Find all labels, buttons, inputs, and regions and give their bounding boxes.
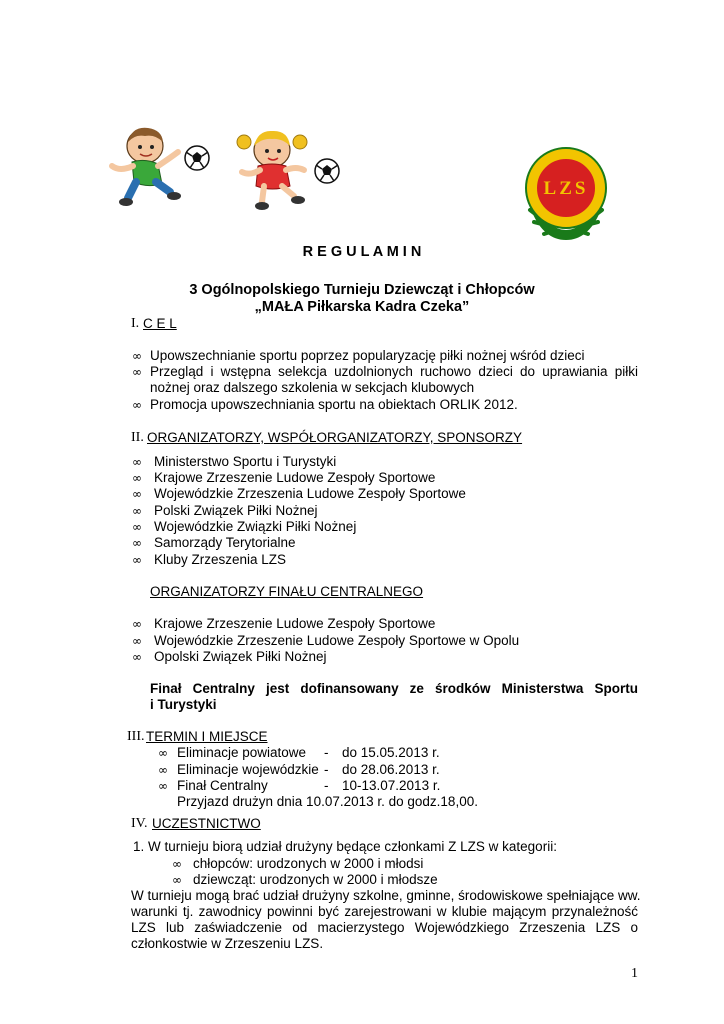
list-item: Promocja upowszechniania sportu na obiektach ORLIK 2012. xyxy=(150,397,518,412)
schedule-label: Finał Centralny xyxy=(177,778,268,793)
schedule-date: 10-13.07.2013 r. xyxy=(342,778,441,793)
bullet-icon: ∞ xyxy=(132,455,142,469)
lzs-logo-text: LZS xyxy=(543,178,589,199)
document-title: R E G U L A M I N xyxy=(302,244,422,260)
bullet-icon: ∞ xyxy=(158,779,168,793)
bullet-icon: ∞ xyxy=(132,365,142,379)
boy-figure xyxy=(112,128,181,206)
document-subtitle-name: „MAŁA Piłkarska Kadra Czeka” xyxy=(254,299,470,315)
funding-note-continuation: i Turystyki xyxy=(150,697,217,712)
bullet-icon: ∞ xyxy=(132,504,142,518)
girl-figure xyxy=(237,131,307,210)
list-item: Przegląd i wstępna selekcja uzdolnionych ruchowo dzieci do uprawiania piłki xyxy=(150,364,638,379)
page-number: 1 xyxy=(631,966,638,981)
section-heading-term: TERMIN I MIEJSCE xyxy=(146,729,268,744)
category-item: dziewcząt: urodzonych w 2000 i młodsze xyxy=(193,872,438,887)
schedule-date: do 15.05.2013 r. xyxy=(342,745,440,760)
funding-note: Finał Centralny jest dofinansowany ze środków Ministerstwa Sportu xyxy=(150,681,638,696)
participation-paragraph: warunki tj. zawodnicy powinni być zarejestrowani w klubie mającym przynależność xyxy=(131,904,638,919)
participation-point: 1. W turnieju biorą udział drużyny będące członkami Z LZS w kategorii: xyxy=(133,839,557,854)
section-number: I. xyxy=(131,316,140,331)
list-item: Krajowe Zrzeszenie Ludowe Zespoły Sportowe xyxy=(154,616,436,631)
bullet-icon: ∞ xyxy=(132,398,142,412)
schedule-label: Eliminacje wojewódzkie xyxy=(177,762,319,777)
arrival-note: Przyjazd drużyn dnia 10.07.2013 r. do godz.18,00. xyxy=(177,794,478,809)
final-organizers-heading: ORGANIZATORZY FINAŁU CENTRALNEGO xyxy=(150,584,424,599)
bullet-icon: ∞ xyxy=(132,536,142,550)
list-item: Wojewódzkie Zrzeszenie Ludowe Zespoły Sportowe w Opolu xyxy=(154,633,520,648)
list-item: Wojewódzkie Zrzeszenia Ludowe Zespoły Sportowe xyxy=(154,486,466,501)
bullet-icon: ∞ xyxy=(132,650,142,664)
football-icon xyxy=(185,146,209,170)
bullet-icon: ∞ xyxy=(158,746,168,760)
section-number: II. xyxy=(131,430,144,445)
lzs-logo xyxy=(514,142,618,242)
participation-paragraph: LZS lub zaświadczenie od macierzystego Wojewódzkiego Zrzeszenia LZS o xyxy=(131,920,638,935)
list-item-continuation: nożnej oraz dalszego szkolenia w sekcjach klubowych xyxy=(150,380,475,395)
category-item: chłopców: urodzonych w 2000 i młodsi xyxy=(193,856,424,871)
schedule-separator: - xyxy=(324,745,329,760)
list-item: Kluby Zrzeszenia LZS xyxy=(154,552,287,567)
schedule-label: Eliminacje powiatowe xyxy=(177,745,307,760)
list-item: Opolski Związek Piłki Nożnej xyxy=(154,649,327,664)
schedule-date: do 28.06.2013 r. xyxy=(342,762,440,777)
list-item: Ministerstwo Sportu i Turystyki xyxy=(154,454,337,469)
list-item: Krajowe Zrzeszenie Ludowe Zespoły Sportowe xyxy=(154,470,436,485)
schedule-separator: - xyxy=(324,762,329,777)
bullet-icon: ∞ xyxy=(132,634,142,648)
bullet-icon: ∞ xyxy=(132,617,142,631)
schedule-separator: - xyxy=(324,778,329,793)
section-heading-organizers: ORGANIZATORZY, WSPÓŁORGANIZATORZY, SPONSORZY xyxy=(147,430,523,445)
participation-paragraph: W turnieju mogą brać udział drużyny szkolne, gminne, środowiskowe spełniające ww. xyxy=(131,888,641,903)
section-number: IV. xyxy=(131,816,148,831)
list-item: Wojewódzkie Związki Piłki Nożnej xyxy=(154,519,357,534)
bullet-icon: ∞ xyxy=(132,520,142,534)
bullet-icon: ∞ xyxy=(132,553,142,567)
bullet-icon: ∞ xyxy=(172,857,182,871)
section-number: III. xyxy=(127,729,145,744)
bullet-icon: ∞ xyxy=(132,487,142,501)
section-heading-participation: UCZESTNICTWO xyxy=(152,816,261,831)
list-item: Upowszechnianie sportu poprzez popularyzację piłki nożnej wśród dzieci xyxy=(150,348,585,363)
boy-football-clipart xyxy=(100,118,215,213)
girl-football-clipart xyxy=(232,124,347,214)
bullet-icon: ∞ xyxy=(132,471,142,485)
bullet-icon: ∞ xyxy=(172,873,182,887)
participation-paragraph: członkostwie w Zrzeszeniu LZS. xyxy=(131,936,324,951)
list-item: Polski Związek Piłki Nożnej xyxy=(154,503,318,518)
football-icon xyxy=(315,159,339,183)
bullet-icon: ∞ xyxy=(158,763,168,777)
bullet-icon: ∞ xyxy=(132,349,142,363)
section-heading-cel: C E L xyxy=(143,316,177,331)
document-subtitle: 3 Ogólnopolskiego Turnieju Dziewcząt i Chłopców xyxy=(189,282,535,298)
list-item: Samorządy Terytorialne xyxy=(154,535,296,550)
